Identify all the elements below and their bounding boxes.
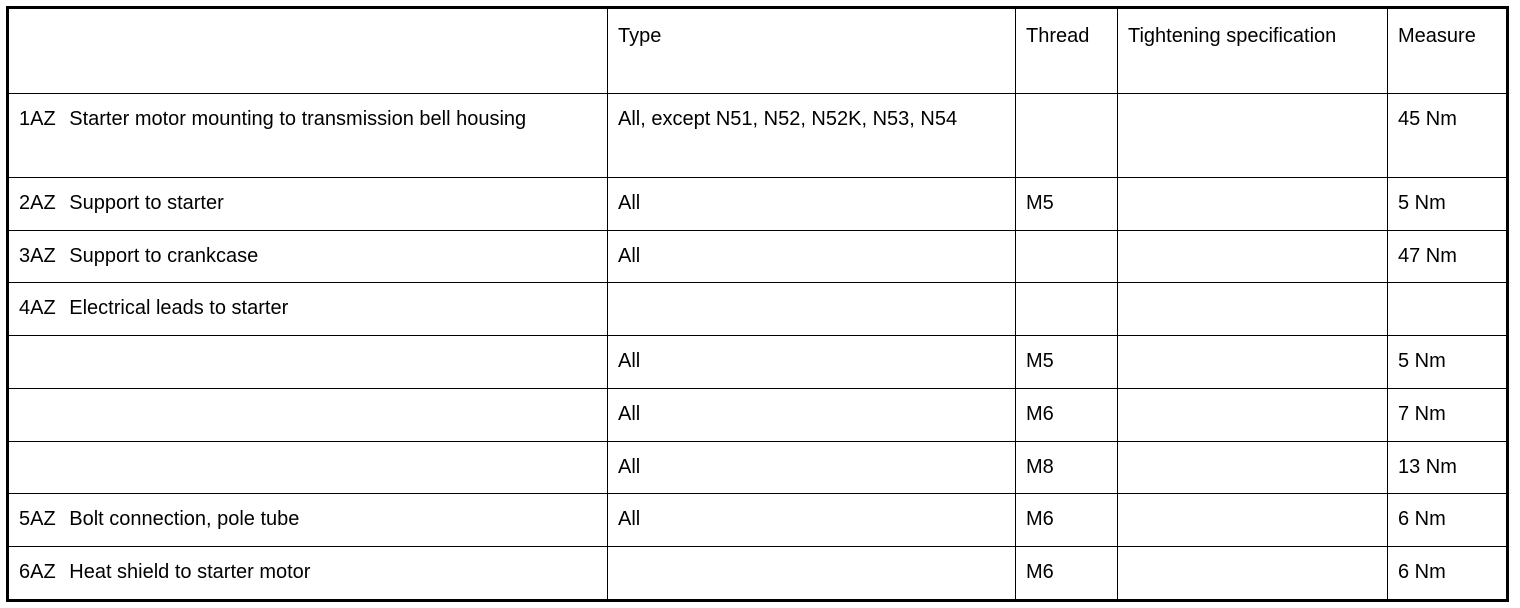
component-cell <box>8 94 608 178</box>
component-cell <box>8 441 608 494</box>
item-code: 6AZ <box>19 561 56 584</box>
measure-cell: 45 Nm <box>1388 94 1508 178</box>
header-thread: Thread <box>1016 8 1118 94</box>
thread-cell: M5 <box>1016 178 1118 231</box>
type-cell: All, except N51, N52, N52K, N53, N54 <box>608 94 1016 178</box>
tightening-cell <box>1118 178 1388 231</box>
type-cell <box>608 283 1016 336</box>
tightening-cell <box>1118 230 1388 283</box>
table-row <box>8 178 1508 231</box>
table-row <box>8 441 1508 494</box>
table-row <box>8 230 1508 283</box>
type-cell: All <box>608 388 1016 441</box>
item-description: Support to starter <box>69 192 224 214</box>
thread-cell: M8 <box>1016 441 1118 494</box>
component-cell <box>8 336 608 389</box>
measure-cell: 5 Nm <box>1388 336 1508 389</box>
type-cell: All <box>608 178 1016 231</box>
type-cell: All <box>608 230 1016 283</box>
item-description: Heat shield to starter motor <box>69 561 311 584</box>
tightening-cell <box>1118 441 1388 494</box>
component-cell <box>8 178 608 231</box>
tightening-torque-table <box>6 6 1509 602</box>
header-measure: Measure <box>1388 8 1508 94</box>
table-row <box>8 547 1508 601</box>
item-description: Starter motor mounting to transmission bell housing <box>69 108 527 130</box>
measure-cell <box>1388 283 1508 336</box>
component-cell <box>8 388 608 441</box>
tightening-cell <box>1118 494 1388 547</box>
tightening-cell <box>1118 336 1388 389</box>
type-cell: All <box>608 441 1016 494</box>
table-row <box>8 283 1508 336</box>
header-row <box>8 8 1508 94</box>
table-row <box>8 494 1508 547</box>
item-code: 3AZ <box>19 244 56 267</box>
component-cell <box>8 547 608 601</box>
table-row <box>8 336 1508 389</box>
item-code: 4AZ <box>19 297 56 320</box>
thread-cell <box>1016 230 1118 283</box>
thread-cell <box>1016 94 1118 178</box>
component-cell <box>8 230 608 283</box>
item-code: 2AZ <box>19 192 56 214</box>
measure-cell: 47 Nm <box>1388 230 1508 283</box>
measure-cell: 6 Nm <box>1388 547 1508 601</box>
thread-cell <box>1016 283 1118 336</box>
tightening-cell <box>1118 283 1388 336</box>
type-cell: All <box>608 494 1016 547</box>
measure-cell: 7 Nm <box>1388 388 1508 441</box>
tightening-cell <box>1118 547 1388 601</box>
item-code: 1AZ <box>19 108 56 130</box>
thread-cell: M6 <box>1016 388 1118 441</box>
measure-cell: 6 Nm <box>1388 494 1508 547</box>
component-cell <box>8 494 608 547</box>
type-cell: All <box>608 336 1016 389</box>
type-cell <box>608 547 1016 601</box>
component-cell <box>8 283 608 336</box>
tightening-cell <box>1118 388 1388 441</box>
header-type: Type <box>608 8 1016 94</box>
item-description: Electrical leads to starter <box>69 297 289 320</box>
thread-cell: M6 <box>1016 494 1118 547</box>
table-row <box>8 94 1508 178</box>
header-tightening-specification: Tightening specification <box>1118 8 1388 94</box>
thread-cell: M5 <box>1016 336 1118 389</box>
thread-cell: M6 <box>1016 547 1118 601</box>
table-row <box>8 388 1508 441</box>
tightening-cell <box>1118 94 1388 178</box>
measure-cell: 5 Nm <box>1388 178 1508 231</box>
item-description: Bolt connection, pole tube <box>69 508 300 531</box>
item-code: 5AZ <box>19 508 56 531</box>
item-description: Support to crankcase <box>69 244 259 267</box>
measure-cell: 13 Nm <box>1388 441 1508 494</box>
header-component <box>8 8 608 94</box>
